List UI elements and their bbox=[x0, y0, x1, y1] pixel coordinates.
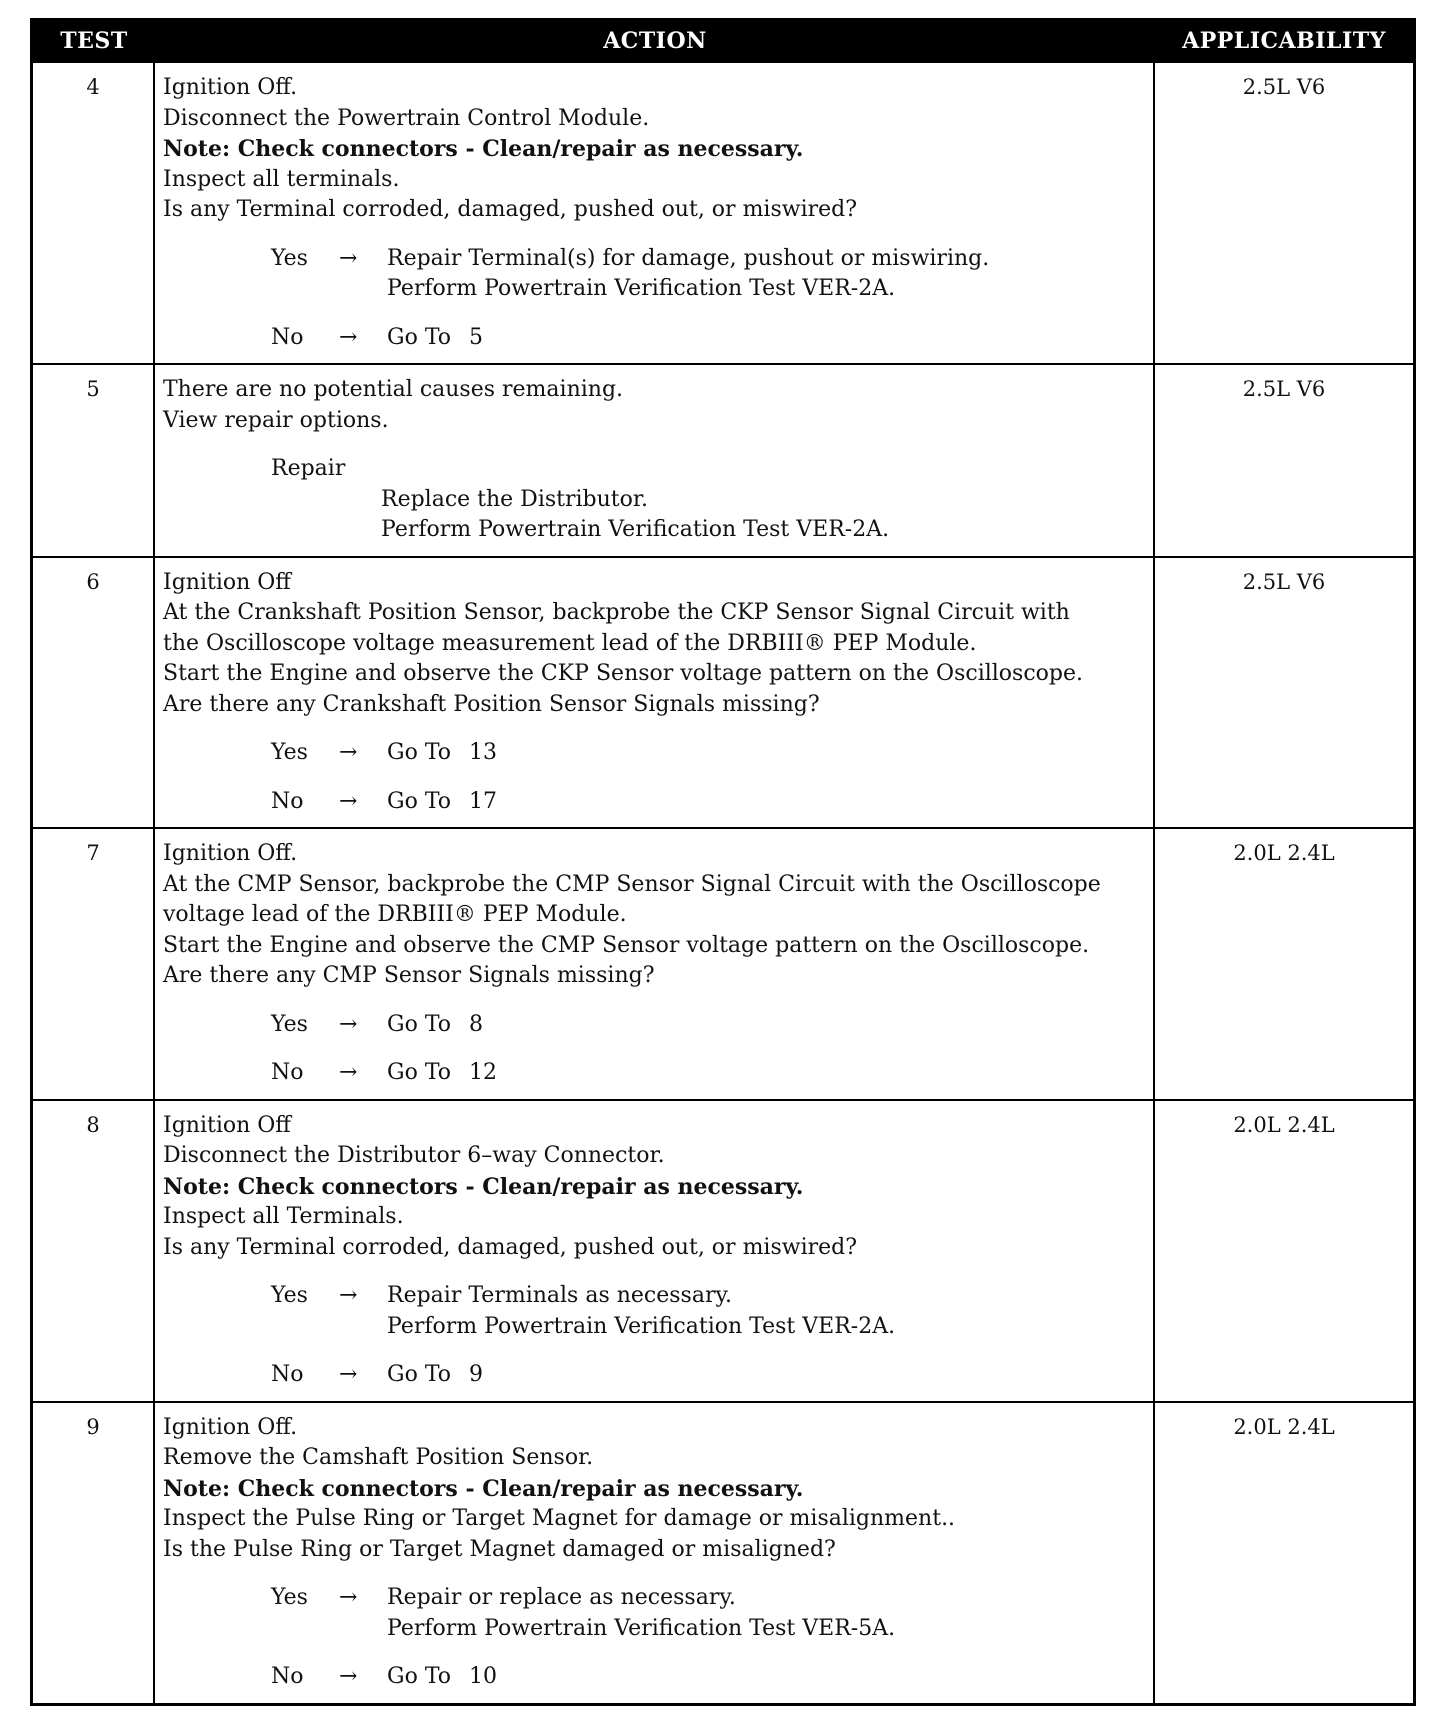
action-line: At the Crankshaft Position Sensor, backprobe the CKP Sensor Signal Circuit with bbox=[163, 600, 1070, 625]
goto-label: Go To bbox=[387, 1060, 452, 1085]
repair-lines bbox=[381, 485, 1145, 546]
goto-number: 5 bbox=[469, 324, 484, 350]
action-line: Ignition Off. bbox=[163, 841, 298, 866]
no-label: No bbox=[271, 1664, 304, 1689]
yes-label: Yes bbox=[271, 245, 308, 271]
repair-label: Repair bbox=[271, 456, 346, 481]
yes-result bbox=[163, 1010, 1145, 1041]
action-line: Disconnect the Distributor 6–way Connector. bbox=[163, 1143, 665, 1168]
applicability-cell: 2.0L 2.4L bbox=[1233, 1414, 1335, 1439]
right-arrow-icon: → bbox=[339, 788, 358, 814]
test-row-5 bbox=[33, 363, 1413, 556]
test-number: 7 bbox=[33, 829, 155, 1099]
yes-result bbox=[163, 1281, 1145, 1342]
no-result bbox=[163, 787, 1145, 818]
repair-line: Replace the Distributor. bbox=[381, 486, 648, 512]
yes-line: Repair Terminals as necessary. bbox=[387, 1283, 732, 1308]
goto-number: 12 bbox=[469, 1060, 498, 1085]
action-line: Ignition Off. bbox=[163, 1414, 298, 1440]
action-cell bbox=[155, 829, 1155, 1099]
action-cell bbox=[155, 1403, 1155, 1703]
applicability-cell: 2.5L V6 bbox=[1242, 377, 1326, 401]
test-number: 9 bbox=[33, 1403, 155, 1703]
test-row-8 bbox=[33, 1099, 1413, 1401]
yes-result bbox=[163, 738, 1145, 769]
yes-text bbox=[387, 1010, 1145, 1041]
right-arrow-icon: → bbox=[339, 324, 358, 350]
applicability-cell: 2.0L 2.4L bbox=[1233, 1112, 1335, 1137]
action-line: Is any Terminal corroded, damaged, pushed out, or miswired? bbox=[163, 197, 858, 222]
applicability-cell: 2.5L V6 bbox=[1242, 75, 1326, 99]
no-result bbox=[163, 1360, 1145, 1391]
test-row-7 bbox=[33, 827, 1413, 1099]
action-line: Inspect all Terminals. bbox=[163, 1204, 404, 1229]
yes-text bbox=[387, 244, 1145, 305]
no-text bbox=[387, 787, 1145, 818]
no-label: No bbox=[271, 324, 304, 350]
goto-label: Go To bbox=[387, 788, 452, 814]
action-line: Is any Terminal corroded, damaged, pushed out, or miswired? bbox=[163, 1234, 858, 1260]
right-arrow-icon: → bbox=[339, 740, 358, 765]
right-arrow-icon: → bbox=[339, 245, 358, 271]
goto-number: 10 bbox=[469, 1664, 498, 1689]
repair-line: Perform Powertrain Verification Test VER-2A. bbox=[381, 517, 890, 542]
header-action: ACTION bbox=[603, 28, 707, 54]
action-line: voltage lead of the DRBIII® PEP Module. bbox=[163, 902, 627, 927]
goto-number: 9 bbox=[469, 1362, 484, 1387]
no-label: No bbox=[271, 1362, 304, 1387]
no-label: No bbox=[271, 788, 304, 814]
yes-result bbox=[163, 1583, 1145, 1644]
test-number: 8 bbox=[33, 1101, 155, 1401]
no-text bbox=[387, 1058, 1145, 1089]
yes-line: Perform Powertrain Verification Test VER-5A. bbox=[387, 1615, 896, 1641]
yes-line: Perform Powertrain Verification Test VER-2A. bbox=[387, 1313, 896, 1339]
goto-label: Go To bbox=[387, 324, 452, 350]
yes-text bbox=[387, 1583, 1145, 1644]
goto-label: Go To bbox=[387, 1664, 452, 1689]
goto-label: Go To bbox=[387, 1362, 452, 1387]
action-line: Inspect all terminals. bbox=[163, 166, 400, 192]
yes-label: Yes bbox=[271, 740, 308, 765]
test-number: 6 bbox=[33, 558, 155, 828]
note-line: Note: Check connectors - Clean/repair as necessary. bbox=[163, 136, 804, 162]
table-header bbox=[33, 21, 1413, 61]
action-line: Is the Pulse Ring or Target Magnet damaged or misaligned? bbox=[163, 1536, 836, 1562]
action-line: Remove the Camshaft Position Sensor. bbox=[163, 1445, 594, 1470]
yes-label: Yes bbox=[271, 1585, 308, 1610]
action-cell bbox=[155, 1101, 1155, 1401]
action-line: Inspect the Pulse Ring or Target Magnet for damage or misalignment.. bbox=[163, 1506, 956, 1531]
goto-number: 8 bbox=[469, 1011, 484, 1037]
applicability-cell: 2.5L V6 bbox=[1242, 569, 1326, 594]
right-arrow-icon: → bbox=[339, 1362, 358, 1387]
no-result bbox=[163, 1058, 1145, 1089]
goto-label: Go To bbox=[387, 740, 452, 765]
no-text bbox=[387, 1360, 1145, 1391]
action-cell bbox=[155, 63, 1155, 363]
action-line: View repair options. bbox=[163, 407, 389, 433]
right-arrow-icon: → bbox=[339, 1585, 358, 1610]
test-row-6 bbox=[33, 556, 1413, 828]
action-line: Start the Engine and observe the CMP Sensor voltage pattern on the Oscilloscope. bbox=[163, 932, 1090, 958]
action-cell bbox=[155, 558, 1155, 828]
action-line: Are there any CMP Sensor Signals missing? bbox=[163, 963, 655, 988]
right-arrow-icon: → bbox=[339, 1664, 358, 1689]
goto-number: 13 bbox=[469, 740, 498, 765]
yes-label: Yes bbox=[271, 1283, 308, 1308]
yes-result bbox=[163, 244, 1145, 305]
action-line: the Oscilloscope voltage measurement lead of the DRBIII® PEP Module. bbox=[163, 630, 977, 656]
test-row-9 bbox=[33, 1401, 1413, 1703]
action-line: Are there any Crankshaft Position Sensor Signals missing? bbox=[163, 691, 820, 717]
no-result bbox=[163, 323, 1145, 354]
yes-line: Repair or replace as necessary. bbox=[387, 1585, 736, 1610]
no-result bbox=[163, 1662, 1145, 1693]
test-number: 4 bbox=[33, 63, 155, 363]
no-label: No bbox=[271, 1060, 304, 1085]
action-line: There are no potential causes remaining. bbox=[163, 377, 624, 402]
goto-number: 17 bbox=[469, 788, 498, 814]
action-line: Ignition Off. bbox=[163, 75, 298, 100]
action-cell bbox=[155, 365, 1155, 556]
applicability-cell: 2.0L 2.4L bbox=[1233, 841, 1335, 865]
note-line: Note: Check connectors - Clean/repair as necessary. bbox=[163, 1173, 804, 1200]
yes-line: Perform Powertrain Verification Test VER-2A. bbox=[387, 276, 896, 301]
action-line: Ignition Off bbox=[163, 1112, 291, 1138]
yes-line: Repair Terminal(s) for damage, pushout or miswiring. bbox=[387, 245, 990, 271]
right-arrow-icon: → bbox=[339, 1011, 358, 1037]
no-text bbox=[387, 1662, 1145, 1693]
yes-text bbox=[387, 1281, 1145, 1342]
goto-label: Go To bbox=[387, 1011, 452, 1037]
right-arrow-icon: → bbox=[339, 1283, 358, 1308]
action-line: At the CMP Sensor, backprobe the CMP Sensor Signal Circuit with the Oscilloscope bbox=[163, 871, 1101, 897]
header-test: TEST bbox=[60, 28, 128, 54]
no-text bbox=[387, 323, 1145, 354]
header-applicability: APPLICABILITY bbox=[1182, 28, 1386, 54]
yes-label: Yes bbox=[271, 1011, 308, 1037]
yes-text bbox=[387, 738, 1145, 769]
note-line: Note: Check connectors - Clean/repair as necessary. bbox=[163, 1475, 804, 1502]
action-line: Ignition Off bbox=[163, 569, 291, 595]
diagnostic-test-table bbox=[30, 18, 1416, 1706]
right-arrow-icon: → bbox=[339, 1060, 358, 1085]
test-row-4 bbox=[33, 61, 1413, 363]
test-number: 5 bbox=[33, 365, 155, 556]
action-line: Disconnect the Powertrain Control Module. bbox=[163, 105, 650, 131]
action-line: Start the Engine and observe the CKP Sensor voltage pattern on the Oscilloscope. bbox=[163, 661, 1084, 686]
